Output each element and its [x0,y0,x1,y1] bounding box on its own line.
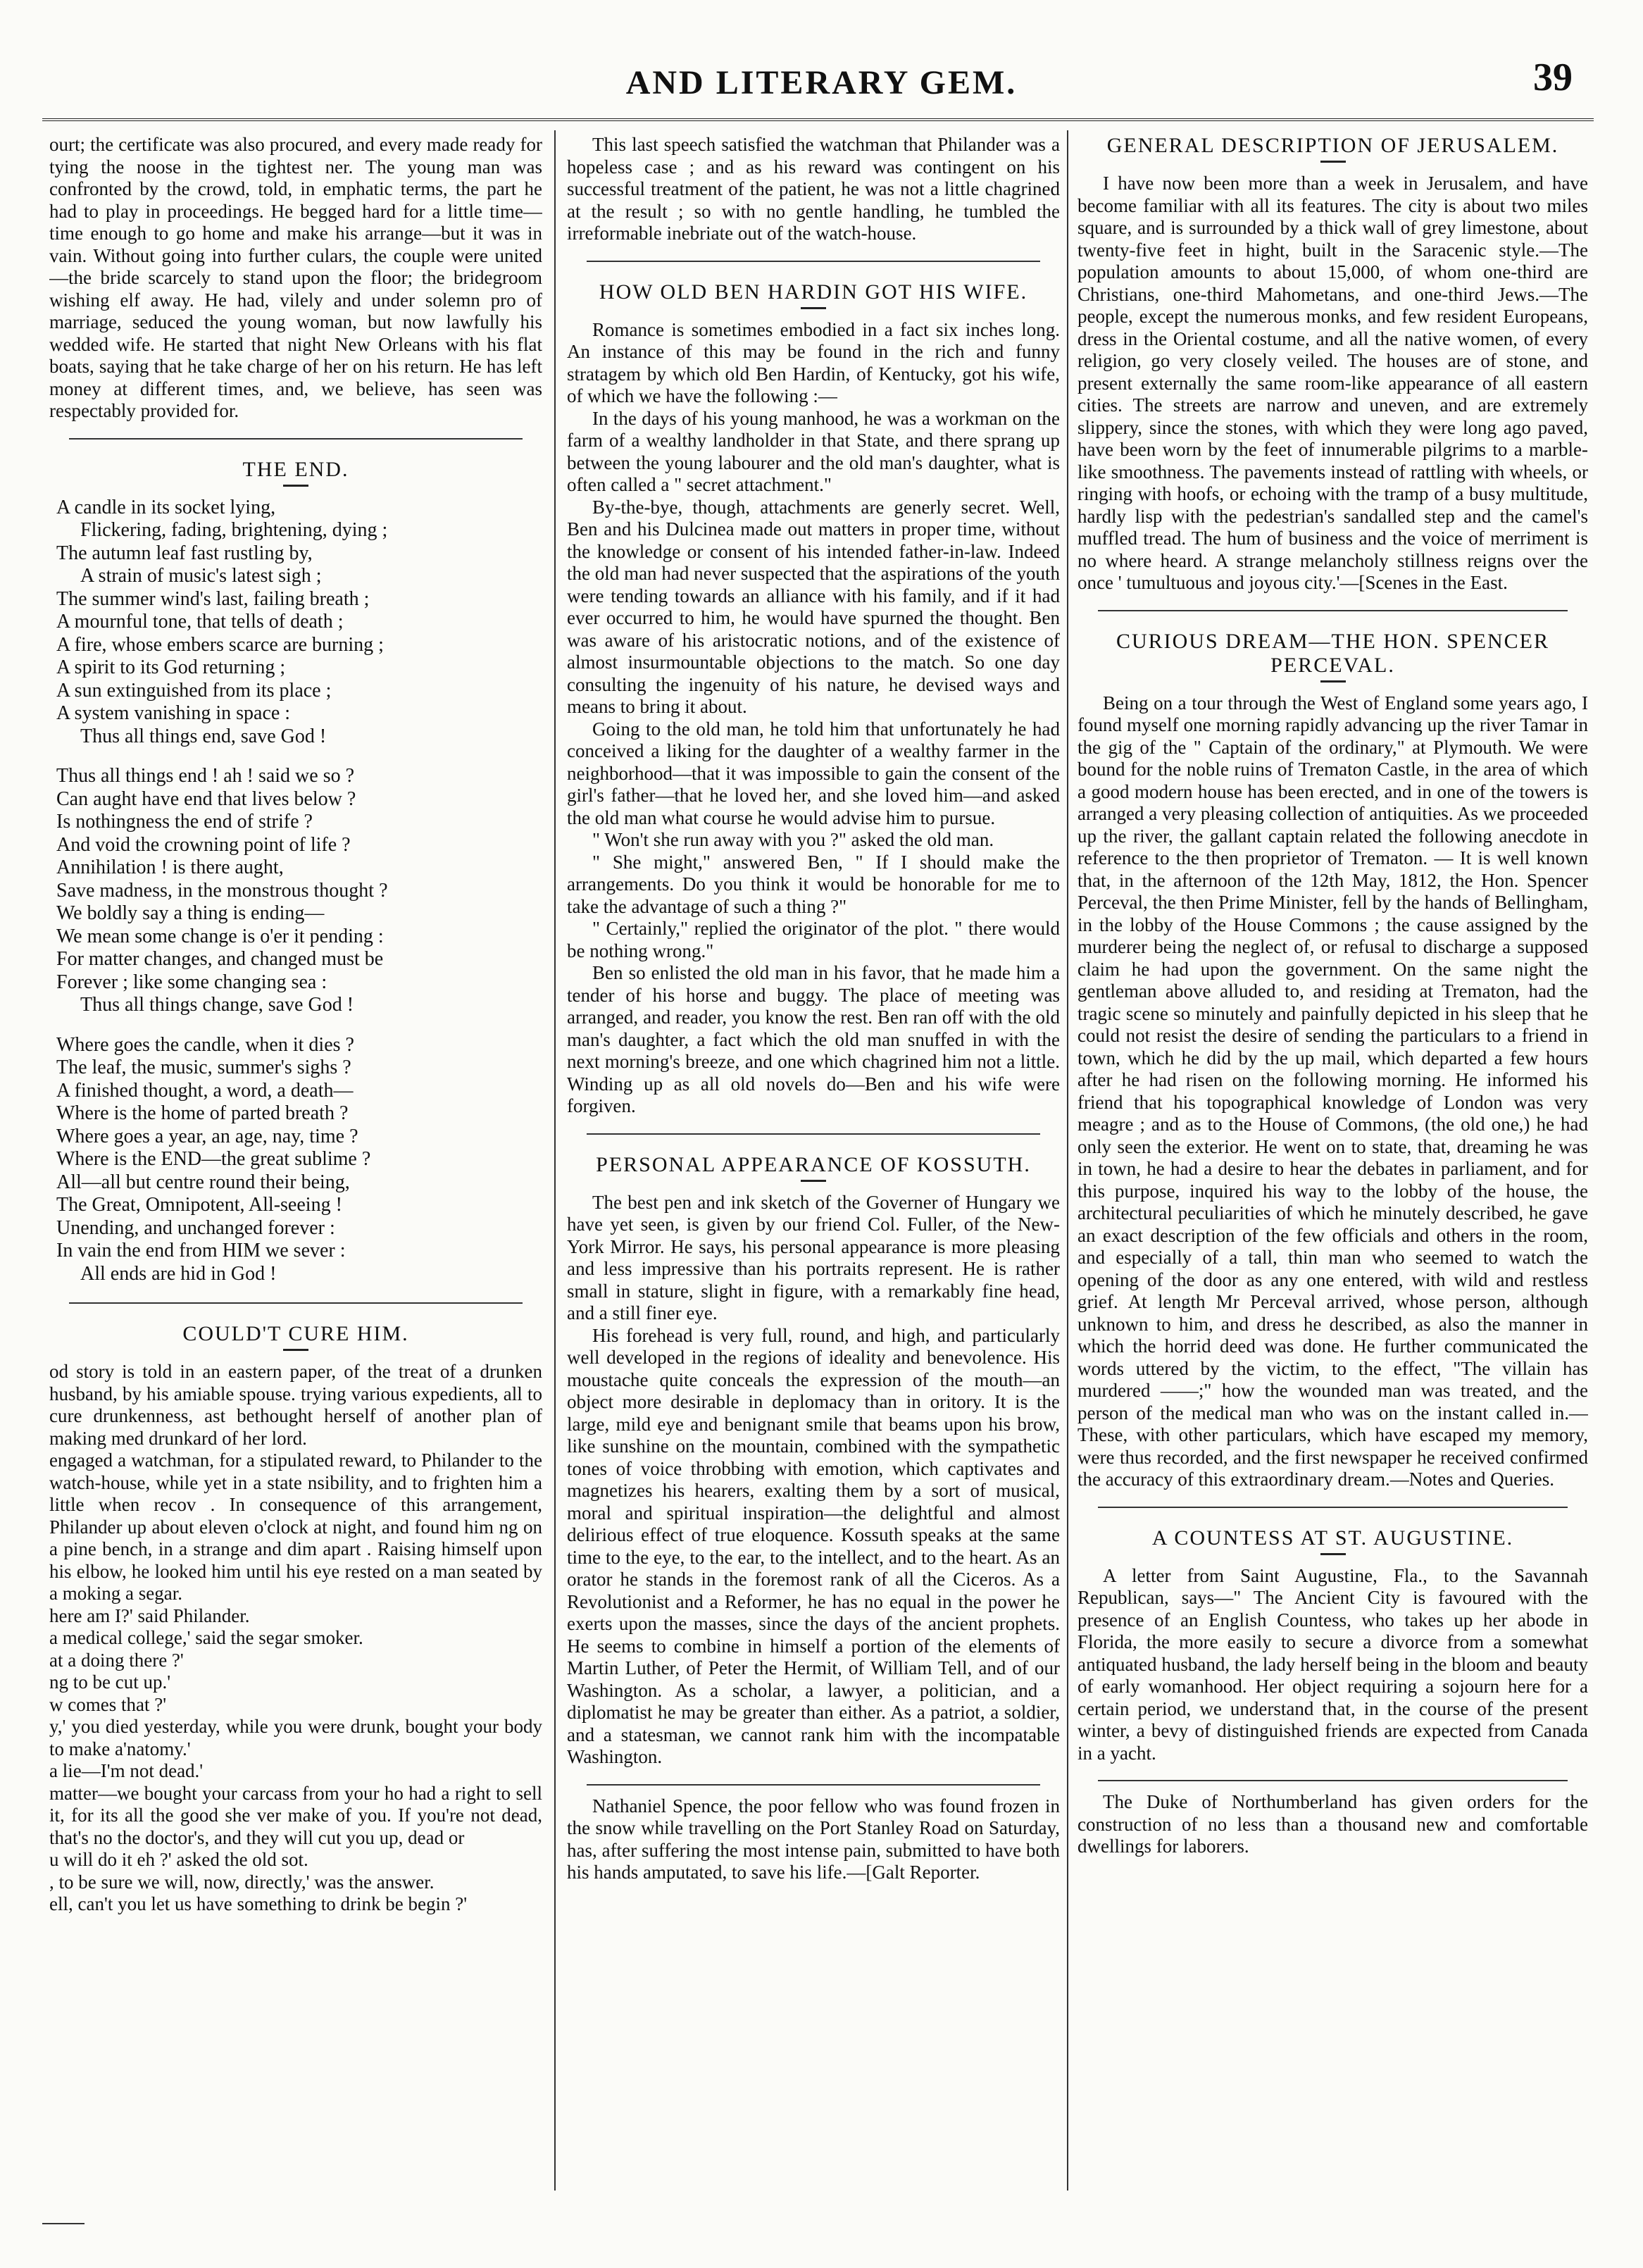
poem-line: And void the crowning point of life ? [56,833,351,856]
article-paragraph: " She might," answered Ben, " If I should make the arrangements. Do you think it would be honorable for me to take the advantage of such a thing ?" [567,851,1060,917]
article-paragraph: Nathaniel Spence, the poor fellow who was found frozen in the snow while travelling on the Port Stanley Road on Saturday, has, after suffering the most intense pain, submitted to have both his hands amputated, to save his life.—[Galt Reporter. [567,1795,1060,1883]
story-paragraph: od story is told in an eastern paper, of the treat of a drunken husband, by his amiable spouse. trying various expedients, all to cure drunkenness, ast bethought herself of another plan of making med drunkard of her lord. [49,1361,542,1449]
section-separator [1098,1780,1568,1781]
article-paragraph: His forehead is very full, round, and high, and particularly well developed in the regions of ideality and benevolence. His moustache quite conceals the expression of the mouth—an object more desirable in deplomacy than in oritory. It is the large, mild eye and benignant smile that beams upon his brow, like sunshine on the mountain, combined with the sympathetic tones of voice throbbing with emotion, which captivates and magnetizes his hearers, exalting them by a sort of musical, moral and spiritual inspiration—the delightful and almost delirious effect of true eloquence. Kossuth speaks at the same time to the eye, to the ear, to the intellect, and to the heart. As an orator he stands in the foremost rank of all the Ciceros. As a Revolutionist and a Reformer, he has no equal in the power he exerts upon the masses, since the days of the ancient prophets. He seems to combine in himself a portion of the elements of Martin Luther, of Peter the Hermit, of William Tell, and of our Washington. As a scholar, a lawyer, a politician, and a diplomatist he may be greater than either. As a patriot, a soldier, and a statesman, we cannot rank him with the incompatable Washington. [567,1324,1060,1767]
poem-line: We boldly say a thing is ending— [56,902,325,924]
title-dash [1320,1553,1346,1555]
column-divider-2 [1067,130,1068,2191]
poem-line: Where goes the candle, when it dies ? [56,1033,354,1056]
article-title: A COUNTESS AT ST. AUGUSTINE. [1151,1526,1514,1550]
poem-line: For matter changes, and changed must be [56,948,384,970]
column-3 [1077,134,1588,2191]
article-title: CURIOUS DREAM—THE HON. SPENCER PERCEVAL. [1116,629,1550,677]
article-paragraph: Ben so enlisted the old man in his favor, that he made him a tender of his horse and buggy. The place of meeting was arranged, and reader, you know the rest. Ben ran off with the old man's daughter, a fact which the old man snuffed in with the next morning's breeze, and one which chagrined him not a little. Winding up as all old novels do—Ben and his wife were forgiven. [567,962,1060,1116]
article-title: GENERAL DESCRIPTION OF JERUSALEM. [1106,134,1559,157]
poem-line: In vain the end from HIM we sever : [56,1240,346,1261]
section-separator [69,1302,523,1304]
continued-paragraph: This last speech satisfied the watchman that Philander was a hopeless case ; and as his reward was contingent on his successful treatment of the patient, he was not a little chagrined at the result ; so with no gentle handling, he tumbled the irreformable inebriate out of the watch-house. [567,134,1060,244]
title-dash [801,307,826,309]
poem-line: A fire, whose embers scarce are burning ; [56,633,384,656]
story-paragraph: w comes that ?' [49,1693,167,1715]
story-paragraph: a medical college,' said the segar smoker. [49,1627,363,1648]
poem-line: We mean some change is o'er it pending : [56,925,384,947]
poem-stanza-1 [56,497,542,749]
article-paragraph: By-the-bye, though, attachments are generly secret. Well, Ben and his Dulcinea made out matters in proper time, without the knowledge or consent of his intended father-in-law. Indeed the old man had never suspected that the aspirations of the youth were tending towards an alliance with his family, and if it had ever occurred to him, he would have spurned the thought. Ben was aware of his aristocratic notions, and of the existence of almost insurmountable objections to the match. So one day consulting the ingenuity of his nature, he devised ways and means to bring it about. [567,496,1060,717]
story-paragraph: engaged a watchman, for a stipulated reward, to Philander to the watch-house, while yet in a state nsibility, and to frighten him a little when recov . In consequence of this arrangement, Philander up about eleven o'clock at night, and found him ng on a pine bench, in a strange and dim apart . Raising himself upon his elbow, he looked him until his eye rested on a man seated by a moking a segar. [49,1450,542,1604]
article-paragraph: " Certainly," replied the originator of the plot. " there would be nothing wrong." [567,918,1060,961]
poem-line: Unending, and unchanged forever : [56,1216,335,1239]
column-1 [49,134,542,2191]
article-paragraph: The best pen and ink sketch of the Governer of Hungary we have yet seen, is given by our friend Col. Fuller, of the New-York Mirror. He says, his personal appearance is more pleasing and less impressive than his portraits represent. He is rather small in stature, slight in figure, with a remarkably fine head, and a still finer eye. [567,1191,1060,1323]
story-paragraph: , to be sure we will, now, directly,' was the answer. [49,1871,435,1893]
poem-refrain: Thus all things change, save God ! [80,994,354,1016]
poem-line: Can aught have end that lives below ? [56,787,356,810]
title-dash [801,1180,826,1182]
poem-line: A strain of music's latest sigh ; [80,565,322,587]
story-paragraph: ell, can't you let us have something to drink be begin ?' [49,1893,468,1914]
poem-line: Thus all things end ! ah ! said we so ? [56,765,355,787]
poem-line: Is nothingness the end of strife ? [56,811,313,833]
poem-line: The summer wind's last, failing breath ; [56,587,370,610]
poem [56,497,542,1286]
footer-rule [42,2223,85,2224]
poem-refrain: All ends are hid in God ! [80,1262,277,1285]
poem-line: Where goes a year, an age, nay, time ? [56,1125,358,1147]
page-number: 39 [1533,56,1573,99]
poem-line: Where is the END—the great sublime ? [56,1148,371,1170]
title-dash [283,1349,308,1351]
article-title: HOW OLD BEN HARDIN GOT HIS WIFE. [599,280,1028,304]
title-dash [283,485,308,487]
section-separator [587,261,1040,262]
section-separator [1098,1507,1568,1508]
poem-line: Flickering, fading, brightening, dying ; [80,519,388,541]
article-paragraph: In the days of his young manhood, he was a workman on the farm of a wealthy landholder in that State, and there sprang up between the young labourer and the old man's daughter, what is often called a " secret attachment." [567,407,1060,495]
story-paragraph: ng to be cut up.' [49,1671,171,1693]
story-paragraph: y,' you died yesterday, while you were drunk, bought your body to make a'natomy.' [49,1716,542,1759]
story-title: COULD'T CURE HIM. [182,1322,409,1345]
column-2 [567,134,1060,2191]
article-paragraph: Romance is sometimes embodied in a fact six inches long. An instance of this may be found in the rich and funny stratagem by which old Ben Hardin, of Kentucky, got his wife, of which we have the following :— [567,318,1060,406]
section-separator [587,1133,1040,1135]
column-divider-1 [554,130,556,2191]
poem-title: THE END. [242,457,349,481]
poem-line: Forever ; like some changing sea : [56,971,327,993]
section-separator [587,1784,1040,1786]
poem-line: A finished thought, a word, a death— [56,1079,354,1102]
article-paragraph: The Duke of Northumberland has given orders for the construction of no less than a thousand new and comfortable dwellings for laborers. [1077,1791,1588,1857]
article-title: PERSONAL APPEARANCE OF KOSSUTH. [596,1152,1031,1176]
story-paragraph: a lie—I'm not dead.' [49,1760,204,1781]
poem-stanza-3 [56,1034,542,1286]
masthead [42,49,1601,113]
article-paragraph: Being on a tour through the West of England some years ago, I found myself one morning rapidly advancing up the river Tamar in the gig of the " Captain of the ordinary," at Plymouth. We were bound for the noble ruins of Trematon Castle, in the area of which a good modern house has been erected, and in one of the towers is arranged a very pleasing collection of antiquities. As we proceeded up the river, the gallant captain related the following anecdote in reference to the then proprietor of Trematon. — It is well known that, in the afternoon of the 12th May, 1812, the Hon. Spencer Perceval, the then Prime Minister, fell by the hands of Bellingham, in the lobby of the House Commons ; the cause assigned by the murderer being the neglect of, or refusal to discharge a supposed claim he had upon the government. On the same night the gentleman above alluded to, and residing at Trematon, had the tragic scene so minutely and painfully depicted in his sleep that he could not resist the desire of sending the particulars to a friend in town, which he did by the up mail, which departed a few hours after he had risen on the following morning. He informed his friend that his topographical knowledge of London was very meagre ; and as to the House of Commons, (the old one,) he had only seen the exterior. He went on to state, that, dreaming he was in town, he had a desire to hear the debates in parliament, and for this purpose, inquired his way to the lobby of the house, the architectural peculiarities of which he minutely described, he gave an exact description of the few officials and others in the room, and especially of a tall, thin man who seemed to watch the opening of the door as any one entered, with wild and restless grief. At length Mr Perceval arrived, whose person, although unknown to him, and dress he described, as also the manner in which the horrid deed was done. He further communicated the words uttered by the victim, to the effect, "The villain has murdered ——;" how the wounded man was treated, and the person of the medical man who was on the instant called in.—These, with other particulars, which have escaped my memory, were thus recorded, and the first newspaper he received confirmed the accuracy of this extraordinary dream.—Notes and Queries. [1077,692,1588,1490]
section-separator [69,438,523,440]
poem-line: A mournful tone, that tells of death ; [56,611,344,633]
poem-line: A system vanishing in space : [56,702,291,724]
poem-line: All—all but centre round their being, [56,1171,350,1193]
poem-line: The leaf, the music, summer's sighs ? [56,1057,351,1078]
poem-line: A candle in its socket lying, [56,496,276,518]
poem-line: A sun extinguished from its place ; [56,679,332,702]
title-dash [1320,680,1346,683]
poem-line: The autumn leaf fast rustling by, [56,542,313,564]
publication-title: AND LITERARY GEM. [625,64,1018,101]
article-paragraph: " Won't she run away with you ?" asked the old man. [592,829,994,850]
article-paragraph: Going to the old man, he told him that unfortunately he had conceived a liking for the daughter of a wealthy farmer in the neighborhood—that it was impossible to gain the consent of the girl's father—that he loved her, and she loved him—and asked the old man what course he would advise him to pursue. [567,718,1060,828]
title-dash [1320,161,1346,163]
poem-line: The Great, Omnipotent, All-seeing ! [56,1194,342,1216]
section-separator [1098,610,1568,611]
story-paragraph: here am I?' said Philander. [49,1605,250,1626]
header-rule [42,118,1594,121]
poem-line: Where is the home of parted breath ? [56,1102,349,1124]
article-paragraph: I have now been more than a week in Jerusalem, and have become familiar with all its features. The city is about two miles square, and is surrounded by a thick wall of grey limestone, about twenty-five feet in hight, built in the Saracenic style.—The population amounts to about 15,000, of whom one-third are Christians, one-third Mahometans, and one-third Jews.—The people, except the numerous monks, and few resident Europeans, dress in the Oriental costume, and all the native women, of every religion, go very closely veiled. The houses are of stone, and present externally the same room-like appearance of all eastern cities. The streets are narrow and uneven, and are extremely slippery, since the stones, with which they were long ago paved, have been worn by the feet of innumerable pilgrims to a marble-like smoothness. The pavements instead of rattling with wheels, or ringing with hoofs, or echoing with the tramp of a busy multitude, hardly lisp with the pedestrian's sandalled step and the camel's muffled tread. The hum of business and the voice of merriment is no where heard. A strange melancholy stillness reigns over the once ' tumultuous and joyous city.'—[Scenes in the East. [1077,173,1588,593]
story-paragraph: at a doing there ?' [49,1649,184,1671]
poem-line: Annihilation ! is there aught, [56,856,284,878]
article-paragraph: A letter from Saint Augustine, Fla., to the Savannah Republican, says—" The Ancient City is favoured with the presence of an English Countess, who takes up her abode in Florida, the more easily to secure a divorce from a somewhat antiquated husband, the lady herself being in the bloom and beauty of early womanhood. Her object requiring a sojourn here for a certain period, we understand that, in the course of the present winter, a bevy of distinguished friends are expected from Canada in a yacht. [1077,1564,1588,1764]
continued-paragraph: ourt; the certificate was also procured, and every made ready for tying the noose in the tightest ner. The young man was confronted by the crowd, told, in emphatic terms, the part he had to play in proceedings. He begged hard for a little time—time enough to go home and make his arrange—but it was in vain. Without going into further culars, the couple were united—the bride scarcely to stand upon the floor; the bridegroom wishing elf away. He had, vilely and under solemn pro of marriage, seduced the young woman, but now lawfully his wedded wife. He started that night New Orleans with his flat boats, saying that he take charge of her on his return. He has left money at different times, and, we believe, has seen was respectably provided for. [49,134,542,421]
poem-refrain: Thus all things end, save God ! [80,725,327,747]
poem-stanza-2 [56,765,542,1017]
poem-line: Save madness, in the monstrous thought ? [56,879,388,902]
story-paragraph: matter—we bought your carcass from your ho had a right to sell it, for its all the good she ver make of you. If you're not dead, that's no the doctor's, and they will cut you up, dead or [49,1782,542,1848]
story-paragraph: u will do it eh ?' asked the old sot. [49,1849,308,1870]
poem-line: A spirit to its God returning ; [56,656,286,678]
